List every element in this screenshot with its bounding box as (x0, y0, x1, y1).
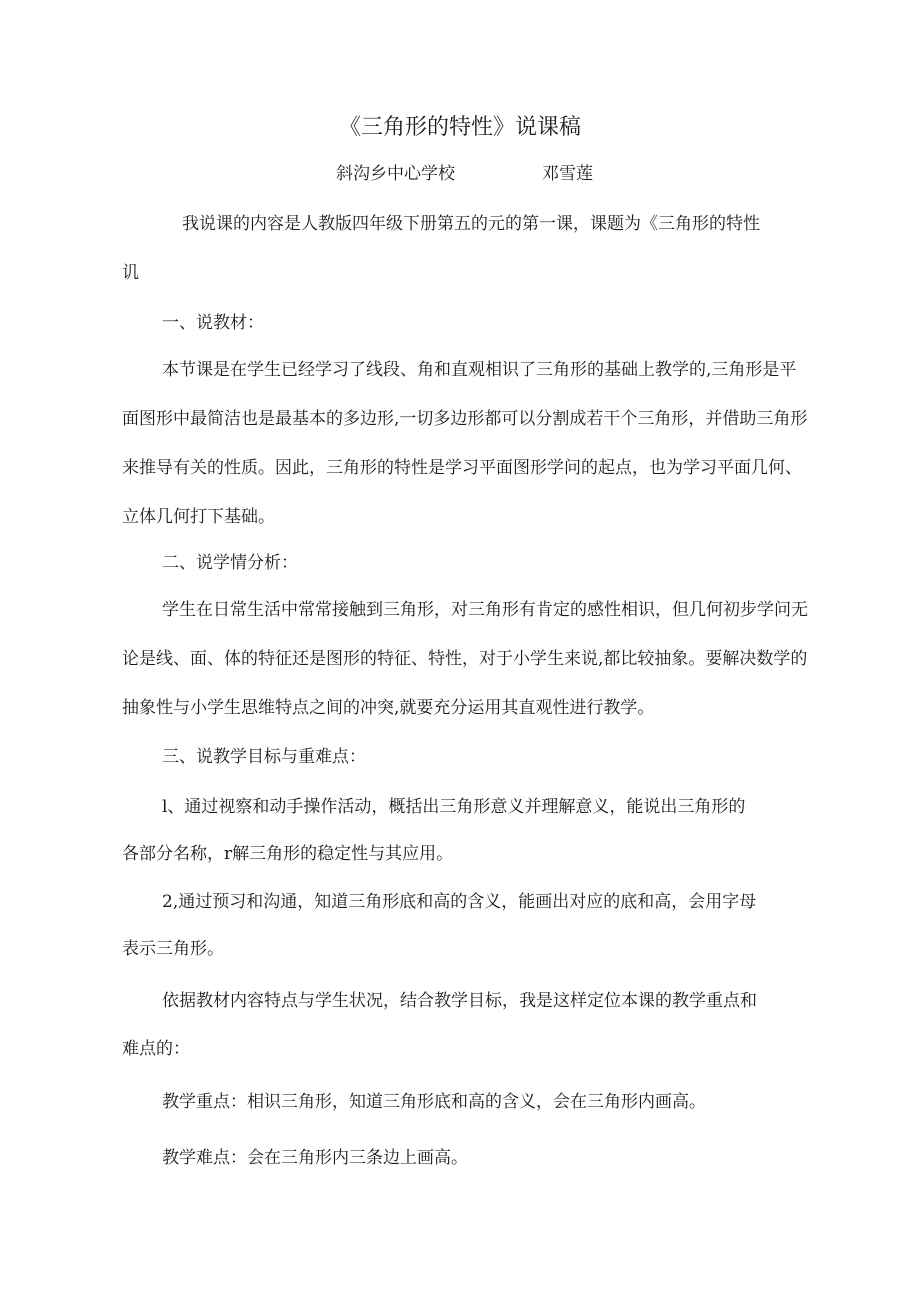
section2-paragraph: 学生在日常生活中常常接触到三角形，对三角形有肯定的感性相识，但几何初步学问无论是线、面、体的特征还是图形的特征、特性，对于小学生来说,都比较抽象。要解决数学的抽象性与小学生思维特点之间的冲突,就要充分运用其直观性进行教学。 (122, 600, 808, 718)
section1-heading: 一、说教材： (162, 313, 264, 333)
author-name: 邓雪莲 (542, 164, 593, 184)
school-name: 斜沟乡中心学校 (336, 164, 455, 184)
goal1-line-2: 各部分名称，r解三角形的稳定性与其应用。 (122, 844, 454, 864)
key-point: 教学重点：相识三角形，知道三角形底和高的含义，会在三角形内画高。 (162, 1092, 706, 1112)
basis-line-1: 依据教材内容特点与学生状况，结合教学目标，我是这样定位本课的教学重点和 (162, 991, 757, 1011)
section2-heading: 二、说学情分析： (162, 553, 298, 573)
difficulty: 教学难点：会在三角形内三条边上画高。 (162, 1148, 468, 1168)
section3-heading: 三、说教学目标与重难点： (162, 747, 366, 767)
goal2-line-2: 表示三角形。 (122, 939, 224, 959)
intro-line-1: 我说课的内容是人教版四年级下册第五的元的第一课，课题为《三角形的特性 (182, 214, 760, 234)
intro-line-2: 讥 (122, 263, 139, 283)
document-title: 《三角形的特性》说课稿 (338, 115, 581, 140)
basis-line-2: 难点的： (122, 1039, 190, 1059)
goal1-line-1: l、通过视察和动手操作活动，概括出三角形意义并理解意义，能说出三角形的 (162, 797, 746, 817)
section1-paragraph: 本节课是在学生已经学习了线段、角和直观相识了三角形的基础上教学的,三角形是平面图形中最简洁也是最基本的多边形,一切多边形都可以分割成若干个三角形，并借助三角形来推导有关的性质。因此，三角形的特性是学习平面图形学问的起点，也为学习平面几何、立体几何打下基础。 (122, 360, 808, 527)
goal2-line-1: 2,通过预习和沟通，知道三角形底和高的含义，能画出对应的底和高，会用字母 (162, 892, 757, 912)
